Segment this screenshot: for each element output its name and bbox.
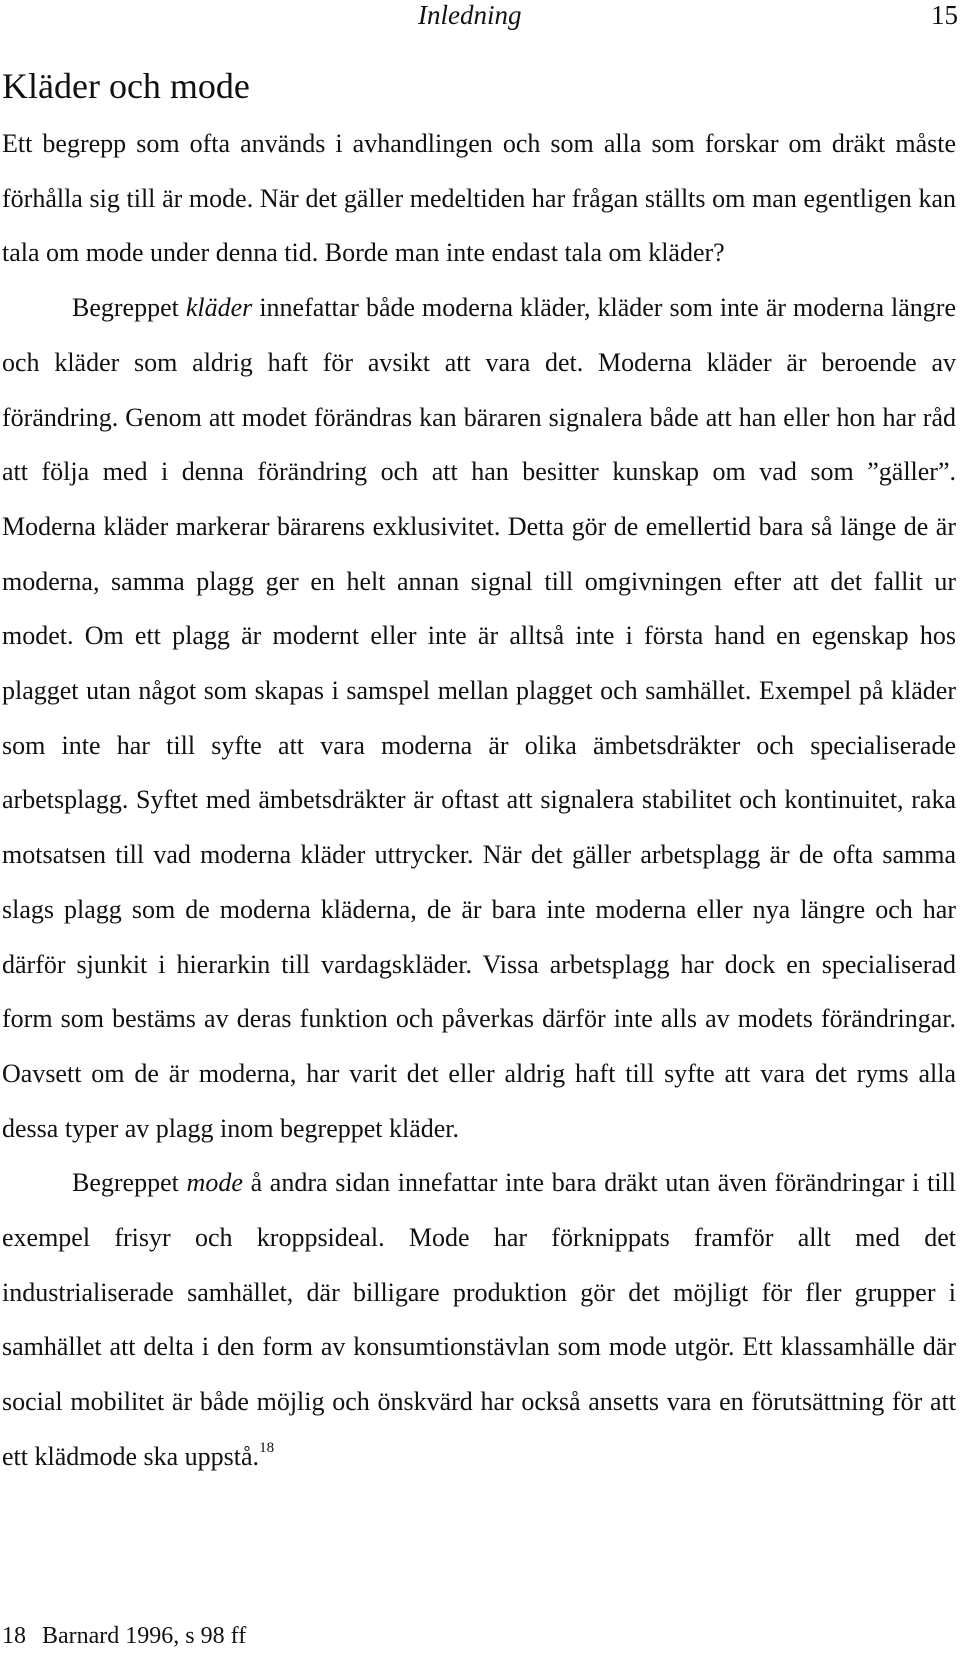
paragraph-1: Ett begrepp som ofta används i avhandlingen och som alla som forskar om dräkt måste förhålla sig till är mode. När det gäller medeltiden har frågan ställts om man egentligen kan tala om mode under denna tid. Borde man inte endast tala om kläder? <box>2 129 956 268</box>
footnote <box>2 1621 246 1651</box>
page-header <box>0 0 960 36</box>
section-title: Kläder och mode <box>2 66 250 106</box>
body-text <box>2 117 956 1485</box>
paragraph-2-text: innefattar både moderna kläder, kläder som inte är moderna längre och kläder som aldrig haft för avsikt att vara det. Moderna kläder är beroende av förändring. Genom att modet förändras kan bäraren signalera både att han eller hon har råd att följa med i denna förändring och att han besitter kunskap om vad som ”gäller”. Moderna kläder markerar bärarens exklusivitet. Detta gör de emellertid bara så länge de är moderna, samma plagg ger en helt annan signal till omgivningen efter att det fallit ur modet. Om ett plagg är modernt eller inte är alltså inte i första hand en egenskap hos plagget utan något som skapas i samspel mellan plagget och samhället. Exempel på kläder som inte har till syfte att vara moderna är olika ämbetsdräkter och specialiserade arbetsplagg. Syftet med ämbetsdräkter är oftast att signalera stabilitet och kontinuitet, raka motsatsen till vad moderna kläder uttrycker. När det gäller arbetsplagg är de ofta samma slags plagg som de moderna kläderna, de är bara inte moderna eller nya längre och har därför sjunkit i hierarkin till vardagskläder. Vissa arbetsplagg har dock en specialiserad form som bestäms av deras funktion och påverkas därför inte alls av modets förändringar. Oavsett om de är moderna, har varit det eller aldrig haft till syfte att vara det ryms alla dessa typer av plagg inom begreppet kläder. <box>2 293 957 1143</box>
running-head: Inledning <box>418 0 522 30</box>
footnote-number: 18 <box>2 1623 26 1649</box>
term-mode: mode <box>186 1168 243 1198</box>
page-number: 15 <box>931 0 958 30</box>
paragraph-3-lead: Begreppet <box>72 1168 187 1198</box>
paragraph-3-text: å andra sidan innefattar inte bara dräkt utan även förändringar i till exempel frisyr och kroppsideal. Mode har förknippats framför allt med det industrialiserade samhället, där billigare produktion gör det möjligt för fler grupper i samhället att delta i den form av konsumtionstävlan som mode utgör. Ett klassamhälle där social mobilitet är både möjlig och önskvärd har också ansetts vara en förutsättning för att ett klädmode ska uppstå. <box>2 1168 956 1471</box>
paragraph-3 <box>2 1156 956 1484</box>
paragraph-2-lead: Begreppet <box>72 293 186 323</box>
footnote-text: Barnard 1996, s 98 ff <box>42 1623 247 1649</box>
footnote-reference[interactable]: 18 <box>259 1439 275 1456</box>
term-klader: kläder <box>185 293 253 323</box>
paragraph-2 <box>2 281 956 1156</box>
